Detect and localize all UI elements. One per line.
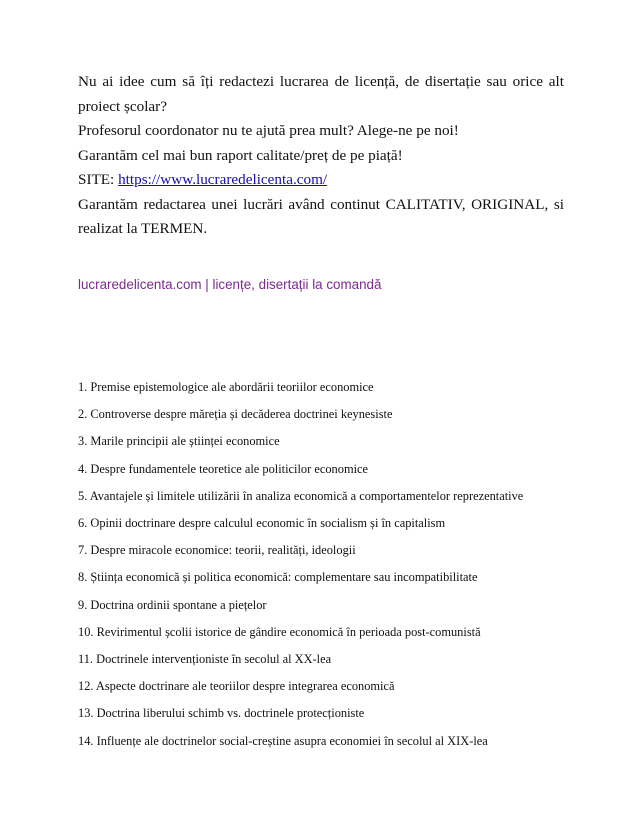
list-item: 8. Știința economică și politica economică: complementare sau incompatibilitate (78, 570, 478, 585)
list-item: 9. Doctrina ordinii spontane a piețelor (78, 597, 267, 612)
list-item: 1. Premise epistemologice ale abordării teoriilor economice (78, 380, 374, 394)
intro-guarantee-quality: Garantăm redactarea unei lucrări având continut CALITATIV, ORIGINAL, si realizat la TERMEN. (78, 195, 564, 237)
intro-coordinator: Profesorul coordonator nu te ajută prea mult? Alege-ne pe noi! (78, 122, 459, 139)
list-item: 3. Marile principii ale științei economice (78, 434, 280, 449)
list-item: 13. Doctrina liberului schimb vs. doctrinele protecționiste (78, 706, 365, 721)
list-item: 14. Influențe ale doctrinelor social-creștine asupra economiei în secolul al XIX-lea (78, 733, 488, 748)
intro-guarantee-price: Garantăm cel mai bun raport calitate/preț de pe piață! (78, 146, 403, 164)
list-item: 10. Revirimentul școlii istorice de gândire economică în perioada post-comunistă (78, 624, 481, 639)
intro-block (78, 70, 564, 242)
list-item: 5. Avantajele și limitele utilizării în analiza economică a comportamentelor reprezentative (78, 488, 524, 503)
list-item: 7. Despre miracole economice: teorii, realități, ideologii (78, 543, 356, 558)
intro-site-line (78, 168, 564, 193)
list-item: 12. Aspecte doctrinare ale teoriilor despre integrarea economică (78, 679, 395, 694)
list-item: 11. Doctrinele intervenționiste în secolul al XX-lea (78, 652, 332, 667)
list-item: 2. Controverse despre măreția și decăderea doctrinei keynesiste (78, 407, 393, 422)
topic-list (78, 374, 578, 755)
list-item: 4. Despre fundamentele teoretice ale politicilor economice (78, 461, 369, 476)
list-item: 6. Opinii doctrinare despre calculul economic în socialism și în capitalism (78, 516, 446, 531)
promo-link[interactable]: lucraredelicenta.com | licențe, disertații la comandă (78, 277, 382, 292)
site-label: SITE: (78, 171, 115, 188)
intro-question: Nu ai idee cum să îți redactezi lucrarea de licență, de disertație sau orice alt proiect școlar? (78, 73, 564, 115)
site-link[interactable]: https://www.lucraredelicenta.com/ (118, 171, 328, 188)
